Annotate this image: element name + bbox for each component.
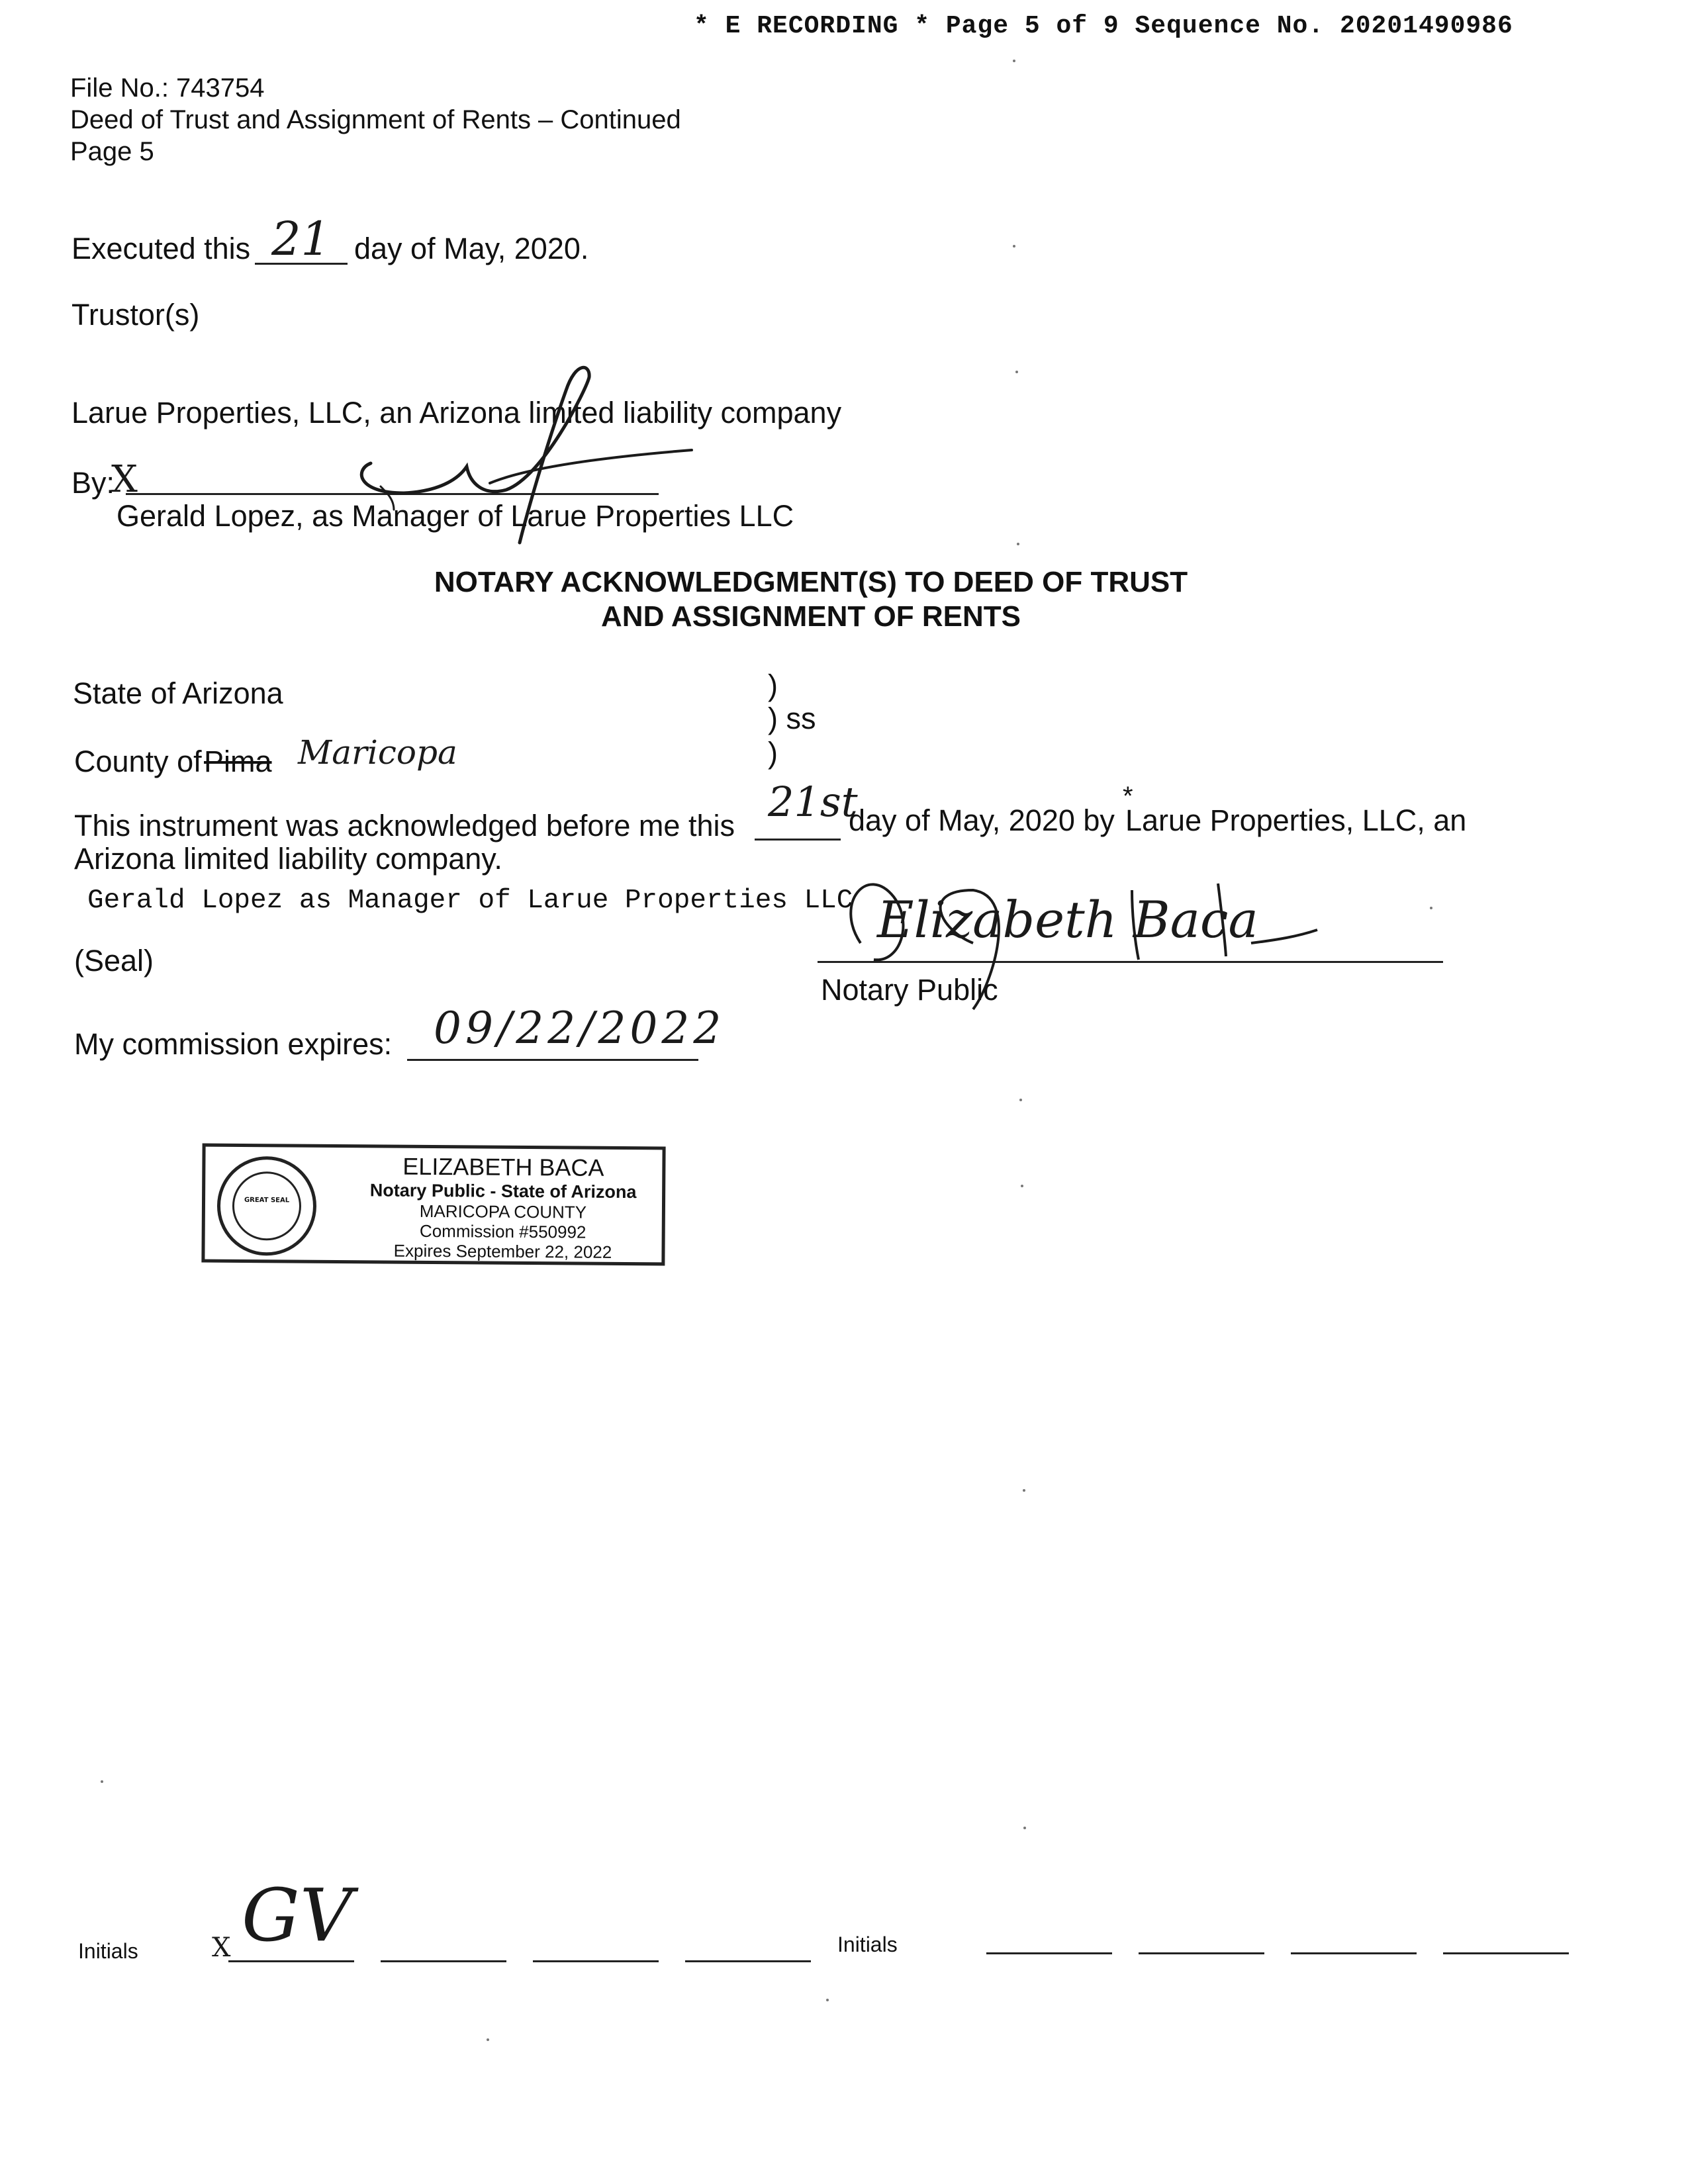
- scan-speck: [1023, 1489, 1025, 1492]
- notary-public-label: Notary Public: [821, 973, 998, 1007]
- ack-line2: Arizona limited liability company.: [74, 842, 502, 876]
- typed-insert: Gerald Lopez as Manager of Larue Properties LLC: [87, 886, 853, 916]
- venue-paren-1: ): [768, 668, 778, 702]
- scan-speck: [826, 1999, 829, 2001]
- venue-paren-ss: ) ss: [768, 702, 816, 735]
- initials-line-3: [533, 1960, 659, 1962]
- initials-left-label: Initials: [78, 1939, 138, 1963]
- page-label: Page 5: [70, 137, 154, 166]
- notary-title-line1: NOTARY ACKNOWLEDGMENT(S) TO DEED OF TRUST: [434, 566, 1188, 598]
- stamp-line5: Expires September 22, 2022: [393, 1240, 612, 1262]
- ack-suffix: day of May, 2020 by: [849, 803, 1115, 837]
- ack-day-line: [755, 839, 841, 841]
- scan-speck: [1013, 60, 1015, 62]
- trustor-signer-name: Gerald Lopez, as Manager of Larue Properties LLC: [117, 499, 794, 533]
- commission-label: My commission expires:: [74, 1027, 393, 1061]
- scan-speck: [1013, 245, 1015, 248]
- initials-line-2: [381, 1960, 506, 1962]
- file-number: File No.: 743754: [70, 73, 265, 103]
- initials-line-7: [1291, 1952, 1417, 1954]
- scan-speck: [1015, 371, 1018, 373]
- initials-right-label: Initials: [837, 1933, 898, 1956]
- scan-speck: [487, 2038, 489, 2041]
- state-seal-icon: GREAT SEAL: [216, 1156, 316, 1256]
- ack-day-handwritten: 21st: [768, 778, 858, 826]
- commission-date-line: [407, 1059, 698, 1061]
- executed-day-handwritten: 21: [271, 212, 331, 266]
- initials-line-4: [685, 1960, 811, 1962]
- initials-mark: X: [212, 1933, 231, 1963]
- ack-prefix: This instrument was acknowledged before me this: [74, 809, 735, 842]
- ack-asterisk: *: [1123, 782, 1133, 811]
- executed-suffix: day of May, 2020.: [354, 232, 589, 265]
- scan-speck: [1023, 1827, 1026, 1829]
- recording-header: * E RECORDING * Page 5 of 9 Sequence No. 20201490986: [694, 12, 1513, 40]
- stamp-name: ELIZABETH BACA: [402, 1152, 604, 1181]
- scan-speck: [1017, 543, 1019, 545]
- notary-stamp: [201, 1144, 665, 1266]
- initials-handwritten: GV: [242, 1873, 353, 1958]
- trustor-company: Larue Properties, LLC, an Arizona limited liability company: [71, 396, 842, 430]
- county-handwritten: Maricopa: [298, 733, 457, 772]
- document-title: Deed of Trust and Assignment of Rents – Continued: [70, 105, 681, 134]
- initials-line-1: [228, 1960, 354, 1962]
- trustors-label: Trustor(s): [71, 298, 200, 332]
- by-mark: X: [111, 458, 138, 501]
- executed-prefix: Executed this: [71, 232, 251, 265]
- notary-title-line2: AND ASSIGNMENT OF RENTS: [601, 600, 1021, 633]
- commission-date-handwritten: 09/22/2022: [434, 1003, 726, 1054]
- by-label: By:: [71, 466, 115, 500]
- scan-speck: [1430, 907, 1432, 909]
- state-label: State of Arizona: [73, 676, 283, 710]
- scan-speck: [1021, 1185, 1023, 1187]
- stamp-line3: MARICOPA COUNTY: [419, 1201, 587, 1222]
- initials-line-5: [986, 1952, 1112, 1954]
- venue-paren-3: ): [768, 736, 778, 770]
- ack-entity: Larue Properties, LLC, an: [1125, 803, 1467, 837]
- stamp-line2: Notary Public - State of Arizona: [369, 1180, 637, 1203]
- county-struck: Pima: [204, 745, 272, 778]
- initials-line-6: [1139, 1952, 1264, 1954]
- county-label: County of: [74, 745, 202, 778]
- seal-label: (Seal): [74, 944, 154, 978]
- stamp-line4: Commission #550992: [419, 1220, 586, 1242]
- initials-line-8: [1443, 1952, 1569, 1954]
- scan-speck: [101, 1780, 103, 1783]
- notary-signature: Elizabeth Baca: [877, 890, 1258, 949]
- scan-speck: [1019, 1099, 1022, 1101]
